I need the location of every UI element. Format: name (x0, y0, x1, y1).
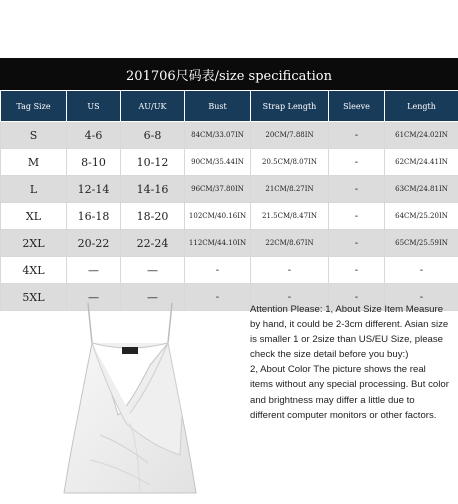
us-size-cell: 12-14 (67, 176, 121, 203)
bust-cell: 102CM/40.16IN (185, 203, 251, 230)
us-size-cell: — (67, 284, 121, 311)
length-cell: 62CM/24.41IN (385, 149, 458, 176)
strap-length-cell: 20.5CM/8.07IN (251, 149, 329, 176)
sleeve-cell: - (329, 149, 385, 176)
table-row (1, 230, 458, 257)
table-row (1, 203, 458, 230)
tag-size-cell: L (1, 176, 67, 203)
tag-size-cell: 2XL (1, 230, 67, 257)
length-cell: 61CM/24.02IN (385, 122, 458, 149)
col-header-tag-size: Tag Size (1, 91, 67, 122)
col-header-sleeve: Sleeve (329, 91, 385, 122)
col-header-us: US (67, 91, 121, 122)
au-uk-size-cell: 14-16 (121, 176, 185, 203)
length-cell: 64CM/25.20IN (385, 203, 458, 230)
bust-cell: - (185, 257, 251, 284)
tag-size-cell: XL (1, 203, 67, 230)
us-size-cell: — (67, 257, 121, 284)
bust-cell: 84CM/33.07IN (185, 122, 251, 149)
table-row (1, 122, 458, 149)
sleeve-cell: - (329, 257, 385, 284)
length-cell: - (385, 284, 458, 311)
us-size-cell: 16-18 (67, 203, 121, 230)
sleeve-cell: - (329, 230, 385, 257)
attention-notes (250, 302, 450, 423)
strap-length-cell: 22CM/8.67IN (251, 230, 329, 257)
au-uk-size-cell: 10-12 (121, 149, 185, 176)
table-row (1, 257, 458, 284)
strap-length-cell: - (251, 257, 329, 284)
camisole-product-image (30, 295, 230, 500)
bust-cell: 112CM/44.10IN (185, 230, 251, 257)
bust-cell: 90CM/35.44IN (185, 149, 251, 176)
tag-size-cell: S (1, 122, 67, 149)
col-header-strap-length: Strap Length (251, 91, 329, 122)
au-uk-size-cell: — (121, 257, 185, 284)
tag-size-cell: 4XL (1, 257, 67, 284)
size-table (0, 90, 458, 311)
us-size-cell: 4-6 (67, 122, 121, 149)
strap-length-cell: 20CM/7.88IN (251, 122, 329, 149)
au-uk-size-cell: 18-20 (121, 203, 185, 230)
us-size-cell: 20-22 (67, 230, 121, 257)
bust-cell: - (185, 284, 251, 311)
length-cell: 65CM/25.59IN (385, 230, 458, 257)
au-uk-size-cell: 22-24 (121, 230, 185, 257)
col-header-length: Length (385, 91, 458, 122)
tag-size-cell: M (1, 149, 67, 176)
sleeve-cell: - (329, 284, 385, 311)
sleeve-cell: - (329, 122, 385, 149)
us-size-cell: 8-10 (67, 149, 121, 176)
bust-cell: 96CM/37.80IN (185, 176, 251, 203)
au-uk-size-cell: — (121, 284, 185, 311)
strap-length-cell: - (251, 284, 329, 311)
strap-length-cell: 21CM/8.27IN (251, 176, 329, 203)
length-cell: - (385, 257, 458, 284)
table-row (1, 176, 458, 203)
tag-size-cell: 5XL (1, 284, 67, 311)
col-header-au-uk: AU/UK (121, 91, 185, 122)
size-chart-title: 201706尺码表/size specification (0, 58, 458, 90)
length-cell: 63CM/24.81IN (385, 176, 458, 203)
table-row (1, 149, 458, 176)
sleeve-cell: - (329, 176, 385, 203)
au-uk-size-cell: 6-8 (121, 122, 185, 149)
table-header-row (1, 91, 458, 122)
strap-length-cell: 21.5CM/8.47IN (251, 203, 329, 230)
note-size: Attention Please: 1, About Size Item Measure by hand, it could be 2-3cm different. Asian size is smaller 1 or 2size than US/EU Size, please check the size detail before you buy:) (250, 304, 449, 361)
sleeve-cell: - (329, 203, 385, 230)
note-color: 2, About Color The picture shows the real items without any special processing. But color and brightness may differ a little due to different computer monitors or other factors. (250, 364, 449, 421)
col-header-bust: Bust (185, 91, 251, 122)
